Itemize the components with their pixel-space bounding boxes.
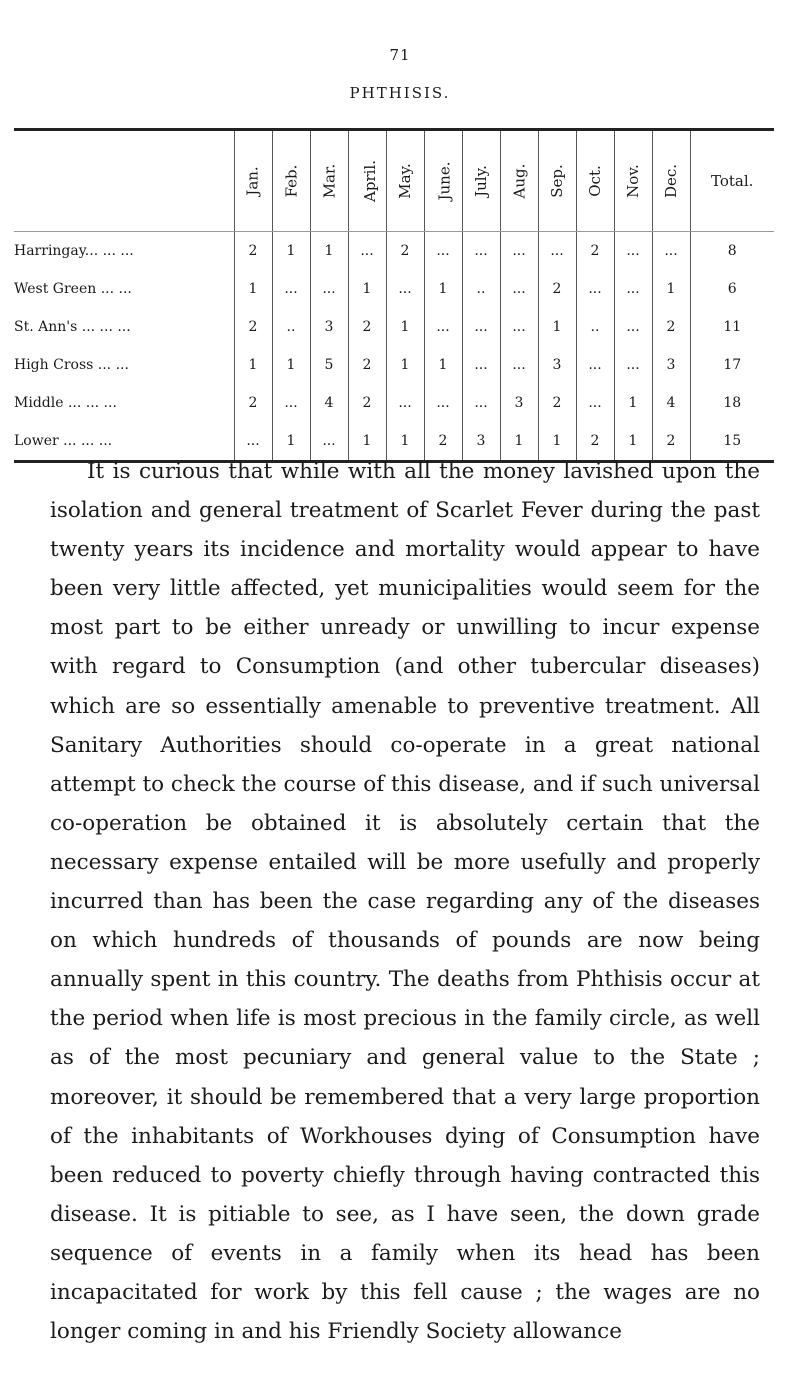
month-cell: 1: [272, 232, 310, 271]
month-cell: ..: [576, 308, 614, 346]
month-cell: 1: [310, 232, 348, 271]
month-header-label: May.: [396, 163, 414, 199]
month-header-label: Oct.: [586, 165, 604, 197]
month-cell: 3: [462, 422, 500, 460]
month-cell: ...: [576, 346, 614, 384]
table-row: [14, 308, 774, 346]
total-column-header: Total.: [690, 131, 774, 232]
month-cell: ..: [462, 270, 500, 308]
month-header-label: Nov.: [624, 164, 642, 198]
month-cell: 2: [234, 384, 272, 422]
month-cell: 1: [234, 270, 272, 308]
place-name: High Cross ... ...: [14, 357, 129, 373]
month-cell: ...: [538, 232, 576, 271]
month-cell: 2: [234, 232, 272, 271]
place-column-header: [14, 131, 234, 232]
month-cell: ...: [614, 346, 652, 384]
month-cell: ...: [272, 384, 310, 422]
month-header: [614, 131, 652, 232]
month-cell: ...: [500, 270, 538, 308]
place-name: Middle ... ... ...: [14, 395, 117, 411]
table-header-row: [14, 131, 774, 232]
table-row: [14, 346, 774, 384]
month-cell: 1: [386, 346, 424, 384]
month-cell: 1: [348, 270, 386, 308]
table-body: [14, 232, 774, 461]
month-header-label: Sep.: [548, 164, 566, 198]
month-header: [348, 131, 386, 232]
month-cell: ...: [424, 232, 462, 271]
month-cell: 2: [424, 422, 462, 460]
month-cell: 2: [348, 346, 386, 384]
month-cell: ...: [576, 384, 614, 422]
month-cell: ...: [462, 346, 500, 384]
month-cell: ...: [500, 346, 538, 384]
month-header: [234, 131, 272, 232]
month-cell: 3: [652, 346, 690, 384]
table-row: [14, 384, 774, 422]
month-header: [576, 131, 614, 232]
table-row: [14, 232, 774, 271]
month-cell: 1: [272, 422, 310, 460]
month-cell: 2: [348, 384, 386, 422]
month-cell: ...: [500, 232, 538, 271]
month-cell: 1: [272, 346, 310, 384]
page-title: PHTHISIS.: [349, 84, 451, 102]
total-cell: 15: [690, 422, 774, 460]
total-cell: 6: [690, 270, 774, 308]
month-cell: ...: [462, 308, 500, 346]
month-cell: 1: [500, 422, 538, 460]
place-name: Lower ... ... ...: [14, 433, 113, 449]
month-header-label: Jan.: [243, 166, 262, 196]
month-header: [424, 131, 462, 232]
month-cell: 1: [386, 308, 424, 346]
month-cell: 1: [614, 384, 652, 422]
month-cell: ...: [500, 308, 538, 346]
month-header-label: April.: [360, 160, 379, 202]
month-cell: ...: [234, 422, 272, 460]
month-cell: ...: [462, 232, 500, 271]
total-cell: 8: [690, 232, 774, 271]
month-cell: ...: [576, 270, 614, 308]
table-row: [14, 270, 774, 308]
month-header: [386, 131, 424, 232]
month-cell: 2: [386, 232, 424, 271]
month-cell: 2: [538, 270, 576, 308]
month-cell: 4: [310, 384, 348, 422]
month-cell: 4: [652, 384, 690, 422]
month-cell: 3: [310, 308, 348, 346]
month-cell: 1: [614, 422, 652, 460]
month-cell: ...: [386, 384, 424, 422]
month-cell: 2: [348, 308, 386, 346]
month-cell: 1: [424, 346, 462, 384]
month-cell: 1: [538, 422, 576, 460]
place-name: St. Ann's ... ... ...: [14, 319, 131, 335]
month-header-label: Dec.: [661, 163, 680, 199]
total-cell: 11: [690, 308, 774, 346]
month-header: [538, 131, 576, 232]
month-cell: ...: [348, 232, 386, 271]
month-cell: ...: [310, 270, 348, 308]
month-header-label: July.: [471, 165, 490, 197]
month-header: [652, 131, 690, 232]
month-header-label: Aug.: [510, 163, 528, 199]
body-paragraph: It is curious that while with all the money lavished upon the isolation and general treatment of Scarlet Fever during the past twenty years its incidence and mortality would appear to have been very little affected, yet municipalities would seem for the most part to be either unready or unwilling to incur expense with regard to Consumption (and other tubercular diseases) which are so essentially amenable to preventive treatment. All Sanitary Authorities should co-operate in a great national attempt to check the course of this disease, and if such universal co-operation be obtained it is absolutely certain that the necessary expense entailed will be more usefully and properly incurred than has been the case regarding any of the diseases on which hundreds of thousands of pounds are now being annually spent in this country. The deaths from Phthisis occur at the period when life is most precious in the family circle, as well as of the most pecuniary and general value to the State ; moreover, it should be remembered that a very large proportion of the inhabitants of Workhouses dying of Consumption have been reduced to poverty chiefly through having contracted this disease. It is pitiable to see, as I have seen, the down grade sequence of events in a family when its head has been incapacitated for work by this fell cause ; the wages are no longer coming in and his Friendly Society allowance: [50, 459, 760, 1345]
month-cell: ...: [462, 384, 500, 422]
phthisis-table: [14, 128, 774, 463]
month-cell: 1: [386, 422, 424, 460]
place-name: West Green ... ...: [14, 281, 132, 297]
month-header: [462, 131, 500, 232]
month-cell: ...: [272, 270, 310, 308]
month-header: [272, 131, 310, 232]
month-cell: ...: [652, 232, 690, 271]
month-header-label: June.: [434, 161, 453, 201]
month-cell: 2: [652, 422, 690, 460]
month-header: [500, 131, 538, 232]
month-header: [310, 131, 348, 232]
month-cell: 1: [424, 270, 462, 308]
month-cell: ...: [614, 270, 652, 308]
month-cell: 2: [538, 384, 576, 422]
month-cell: 2: [652, 308, 690, 346]
month-header-label: Mar.: [320, 163, 338, 199]
month-cell: 5: [310, 346, 348, 384]
month-cell: ...: [614, 308, 652, 346]
month-cell: 2: [234, 308, 272, 346]
deaths-by-month-table: [14, 131, 774, 460]
month-cell: 3: [500, 384, 538, 422]
page-number: 71: [389, 46, 411, 64]
place-name: Harringay... ... ...: [14, 243, 134, 259]
month-cell: ...: [424, 384, 462, 422]
month-cell: 1: [538, 308, 576, 346]
total-cell: 17: [690, 346, 774, 384]
month-cell: 1: [234, 346, 272, 384]
month-header-label: Feb.: [282, 164, 300, 198]
month-cell: 2: [576, 422, 614, 460]
month-cell: 1: [652, 270, 690, 308]
month-cell: ...: [614, 232, 652, 271]
month-cell: ...: [424, 308, 462, 346]
month-cell: ...: [386, 270, 424, 308]
month-cell: ..: [272, 308, 310, 346]
month-cell: 1: [348, 422, 386, 460]
month-cell: 3: [538, 346, 576, 384]
month-cell: ...: [310, 422, 348, 460]
total-cell: 18: [690, 384, 774, 422]
month-cell: 2: [576, 232, 614, 271]
